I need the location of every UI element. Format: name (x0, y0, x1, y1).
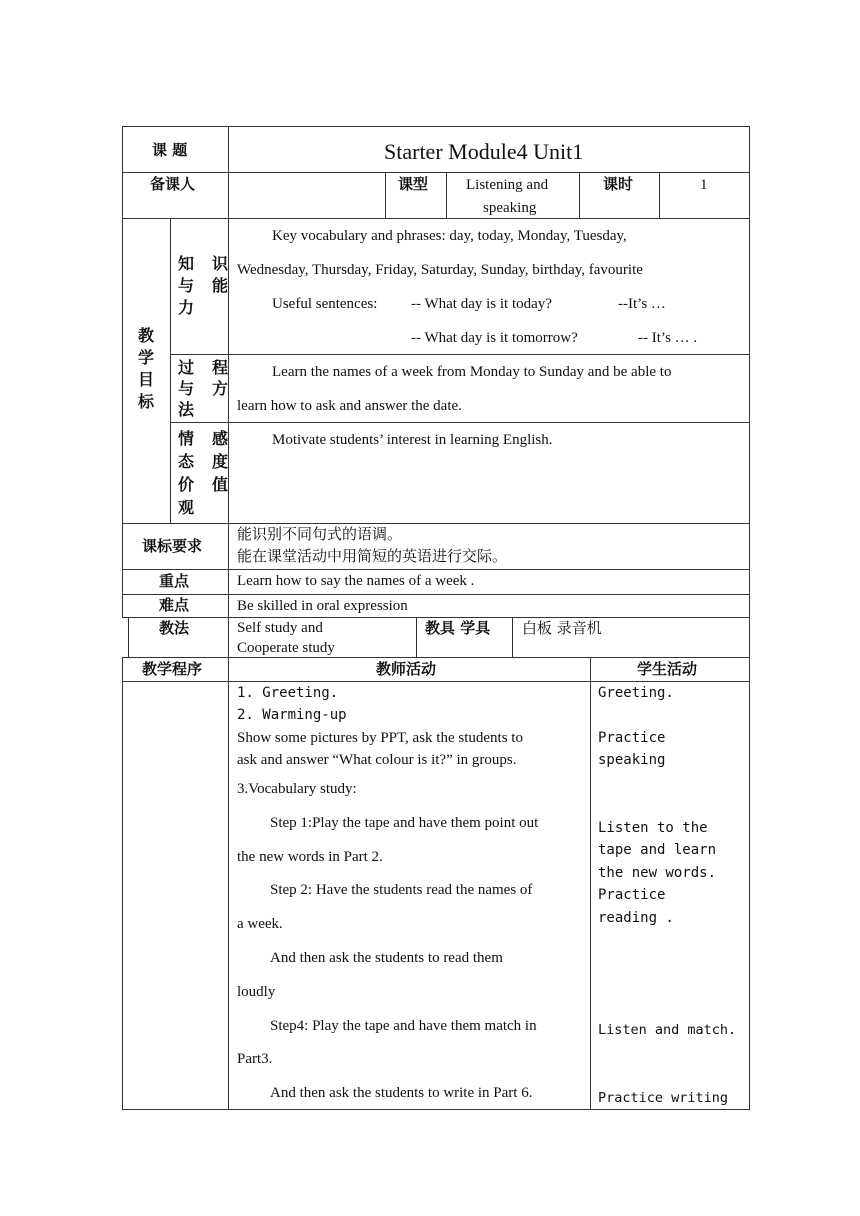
emotion-label: 情 感 态 度 价 值 观 (178, 429, 229, 517)
difficulty-label: 难点 (159, 596, 190, 614)
lesson-title: Starter Module4 Unit1 (384, 139, 584, 164)
teacher-line6: Step 1:Play the tape and have them point out (270, 815, 539, 831)
topic-label: 课 题 (152, 141, 188, 159)
student-line8: reading . (598, 910, 674, 926)
key-point-text: Learn how to say the names of a week . (237, 573, 475, 589)
teacher-line12: Step4: Play the tape and have them match in (270, 1018, 537, 1034)
teacher-line14: And then ask the students to write in Part 6. (270, 1085, 533, 1101)
knowledge-line4c: -- It’s … . (638, 330, 698, 346)
student-line7: Practice (598, 887, 666, 903)
teacher-line10: And then ask the students to read them (270, 950, 503, 966)
knowledge-label: 知 识 与 能 力 (178, 254, 229, 317)
teacher-line3: Show some pictures by PPT, ask the students to (237, 730, 523, 746)
method-line1: Self study and (237, 620, 323, 636)
teacher-line9: a week. (237, 916, 283, 932)
knowledge-line4b: -- What day is it tomorrow? (411, 330, 578, 346)
teacher-line5: 3.Vocabulary study: (237, 781, 357, 797)
student-line2: Practice (598, 730, 666, 746)
procedure-col2-header: 教师活动 (376, 660, 437, 678)
method-label: 教法 (159, 619, 190, 637)
student-line3: speaking (598, 752, 666, 768)
procedure-col3-header: 学生活动 (637, 660, 698, 678)
requirements-table (122, 523, 750, 618)
periods-label: 课时 (603, 175, 634, 193)
key-point-label: 重点 (159, 572, 190, 590)
requirements-line2: 能在课堂活动中用简短的英语进行交际。 (237, 547, 508, 565)
method-line2: Cooperate study (237, 640, 335, 656)
student-line1: Greeting. (598, 685, 674, 701)
teacher-line8: Step 2: Have the students read the names of (270, 882, 533, 898)
requirements-label: 课标要求 (142, 537, 203, 555)
process-line2: learn how to ask and answer the date. (237, 398, 462, 414)
teacher-step-greeting: 1. Greeting. (237, 685, 339, 701)
requirements-line1: 能识别不同句式的语调。 (237, 525, 403, 543)
objectives-section-label: 教 学 目 标 (137, 326, 154, 411)
student-line9: Listen and match. (598, 1022, 737, 1038)
procedure-col1-header: 教学程序 (142, 660, 203, 678)
teacher-line4: ask and answer “What colour is it?” in groups. (237, 752, 517, 768)
periods-value: 1 (700, 177, 708, 193)
knowledge-line3c: --It’s … (618, 296, 666, 312)
teacher-line13: Part3. (237, 1051, 273, 1067)
lesson-type-line2: speaking (483, 200, 537, 216)
tools-value: 白板 录音机 (522, 619, 602, 637)
teacher-line11: loudly (237, 984, 276, 1000)
process-line1: Learn the names of a week from Monday to Sunday and be able to (272, 364, 672, 380)
knowledge-line3b: -- What day is it today? (411, 296, 552, 312)
knowledge-line2: Wednesday, Thursday, Friday, Saturday, Sunday, birthday, favourite (237, 262, 643, 278)
lesson-type-label: 课型 (398, 175, 429, 193)
process-label: 过 程 与 方 法 (178, 358, 229, 419)
knowledge-line1: Key vocabulary and phrases: day, today, Monday, Tuesday, (272, 228, 627, 244)
student-line6: the new words. (598, 865, 717, 881)
student-line10: Practice writing (598, 1090, 729, 1106)
teacher-step-warmup: 2. Warming-up (237, 707, 347, 723)
difficulty-text: Be skilled in oral expression (237, 598, 408, 614)
lesson-type-line1: Listening and (466, 177, 549, 193)
student-line5: tape and learn (598, 842, 717, 858)
teacher-line7: the new words in Part 2. (237, 849, 383, 865)
tools-label: 教具 学具 (425, 619, 491, 637)
knowledge-line3a: Useful sentences: (272, 296, 378, 312)
preparer-label: 备课人 (150, 175, 196, 193)
student-line4: Listen to the (598, 820, 708, 836)
emotion-text: Motivate students’ interest in learning English. (272, 432, 553, 448)
